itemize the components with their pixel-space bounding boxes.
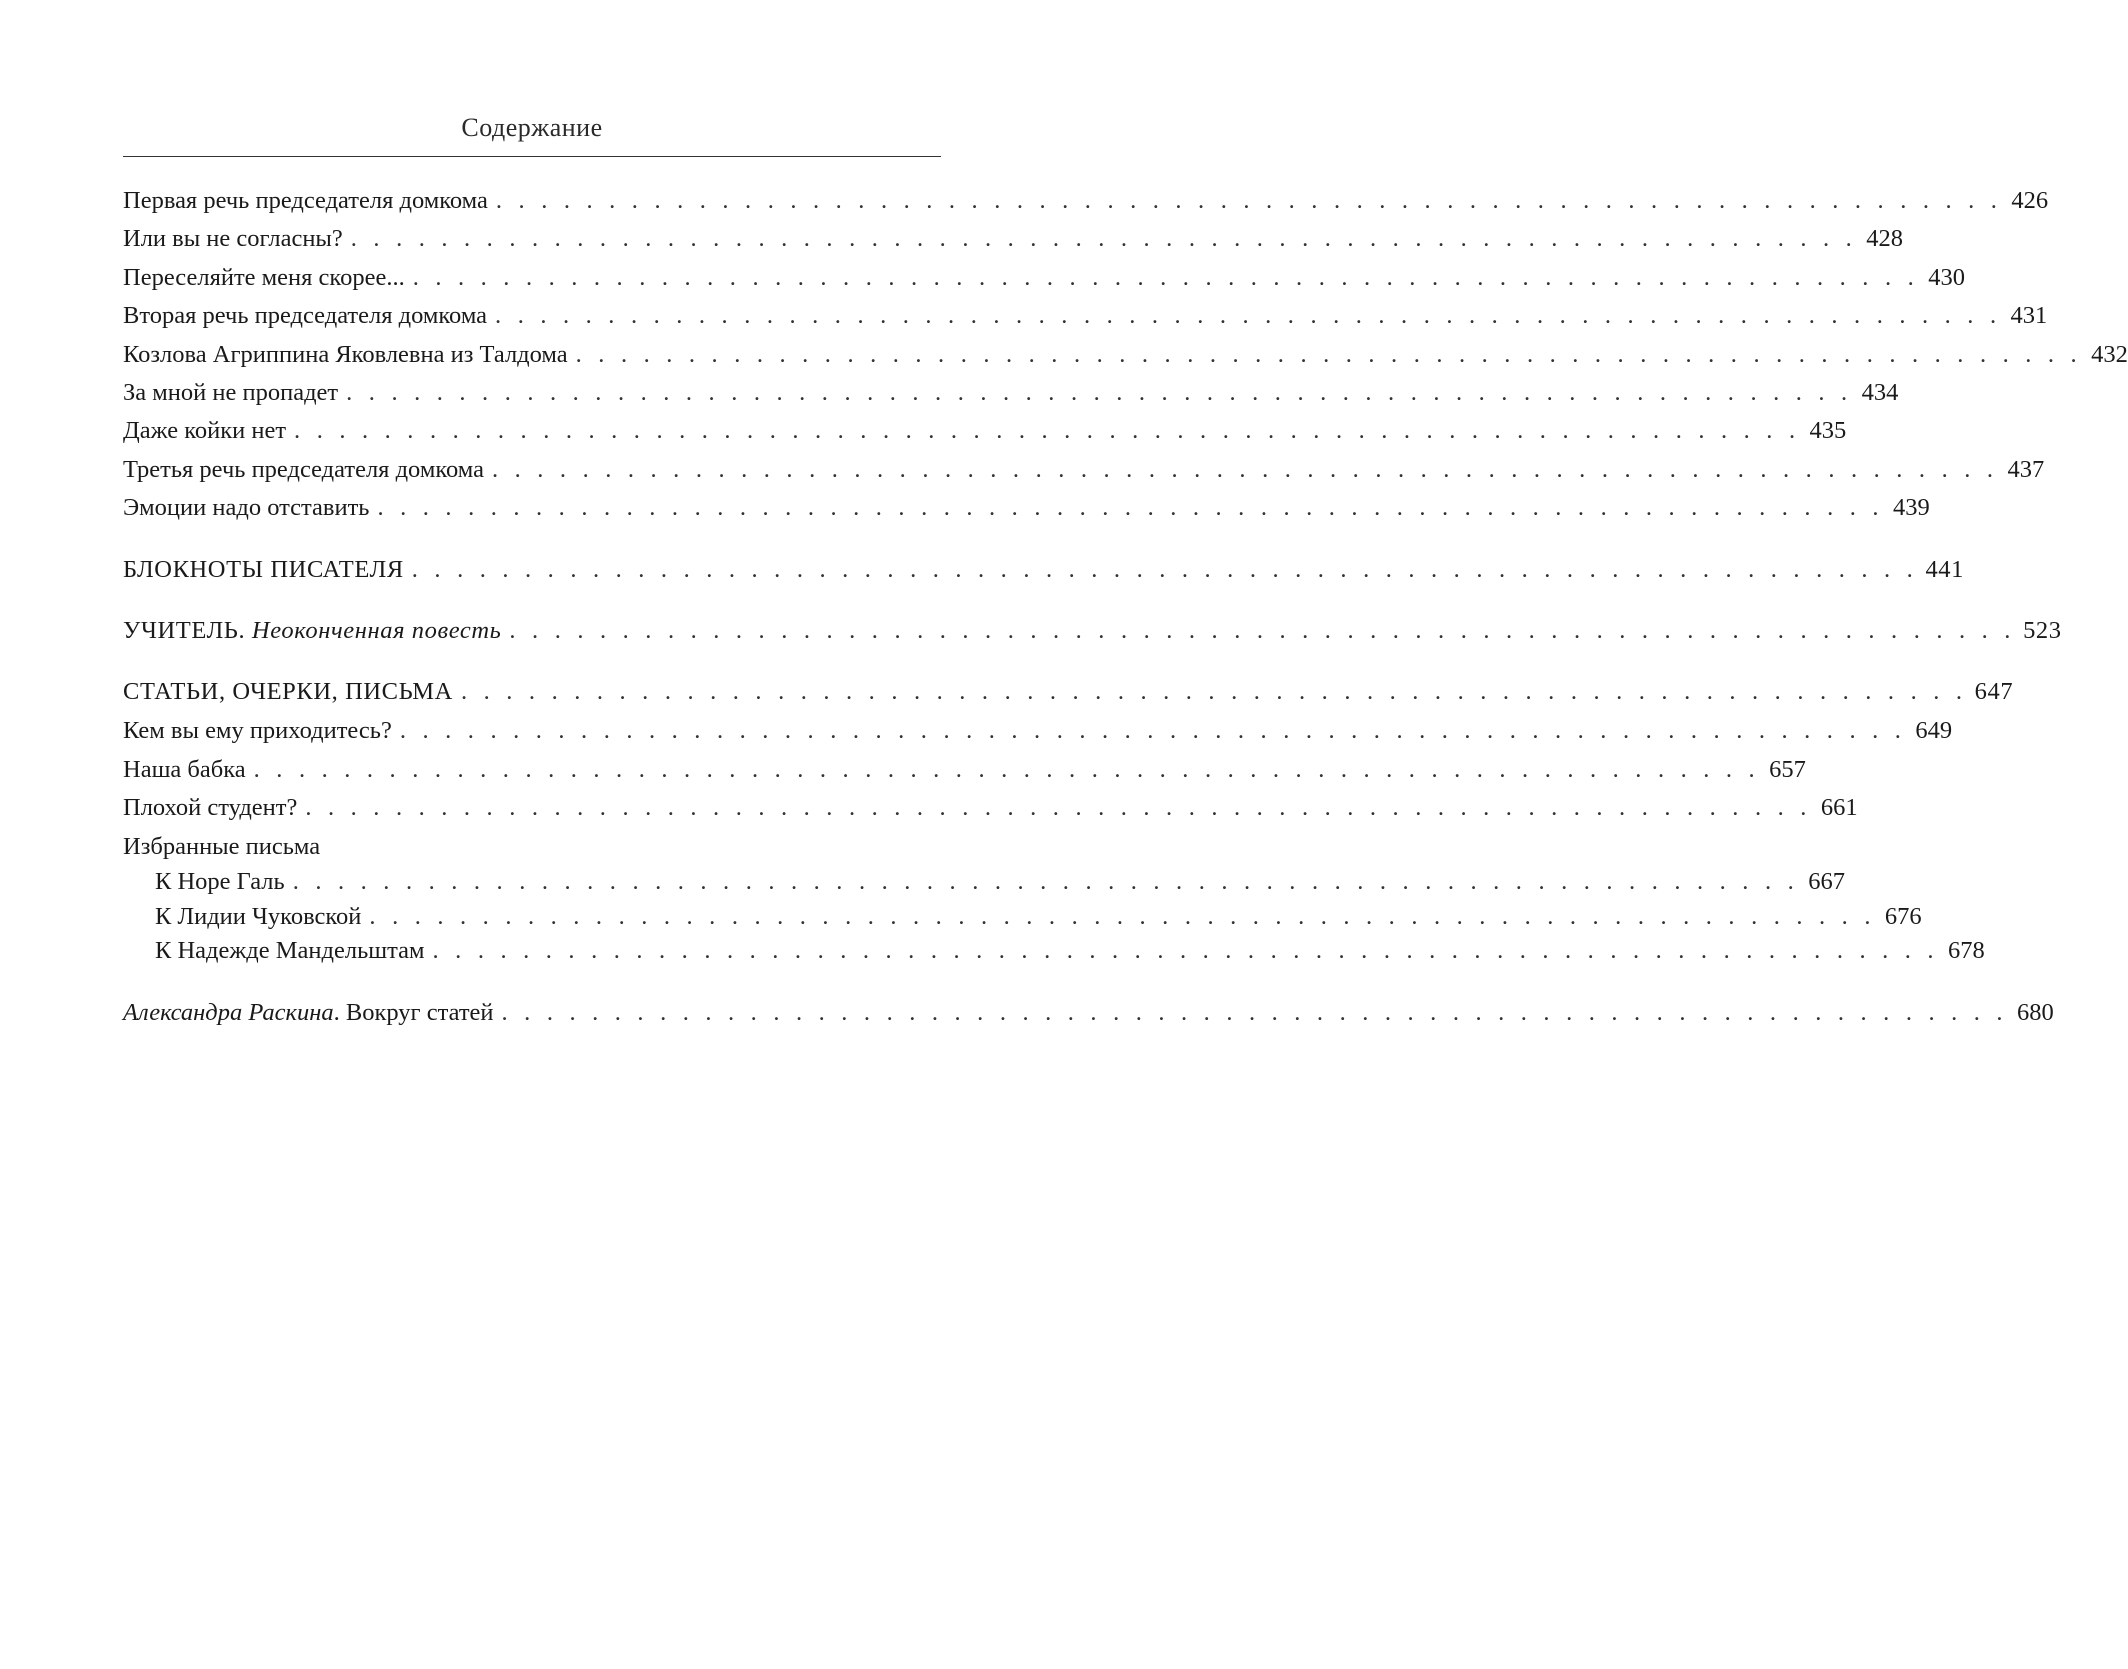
toc-entry-title: Плохой студент? (123, 794, 298, 821)
toc-entry-afterword[interactable] (123, 998, 2054, 1028)
toc-entry-title: Даже койки нет (123, 417, 287, 444)
toc-entry[interactable] (155, 867, 1845, 897)
toc-page-number: 437 (2007, 456, 2045, 483)
toc-entry-title: Козлова Агриппина Яковлевна из Талдома (123, 341, 568, 368)
toc-entry[interactable] (123, 340, 2128, 370)
toc-entry-title-text: . Вокруг статей (333, 999, 494, 1026)
toc-section-articles[interactable] (123, 677, 2014, 707)
toc-entry[interactable] (123, 493, 1930, 523)
leader-dots: . . . . . . . . . . . . . . . . . . . . . . . . . . . . . . . . . . . . . . . . . . . . . . . . . . . . . . . . . . . . . . . . . . . (253, 756, 1760, 783)
leader-dots: . . . . . . . . . . . . . . . . . . . . . . . . . . . . . . . . . . . . . . . . . . . . . . . . . . . . . . . . . . . . . . . . . . . (377, 494, 1884, 521)
toc-section-title: БЛОКНОТЫ ПИСАТЕЛЯ (123, 556, 404, 583)
leader-dots: . . . . . . . . . . . . . . . . . . . . . . . . . . . . . . . . . . . . . . . . . . . . . . . . . . . . . . . . . . . . . . . . . . . (399, 717, 1907, 744)
toc-page-number: 649 (1915, 717, 1953, 744)
toc-entry-title: Кем вы ему приходитесь? (123, 717, 392, 744)
toc-page-number: 432 (2091, 341, 2128, 368)
leader-dots: . . . . . . . . . . . . . . . . . . . . . . . . . . . . . . . . . . . . . . . . . . . . . . . . . . . . . . . . . . . . . . . . . . . (509, 617, 2016, 644)
toc-entry-title: Или вы не согласны? (123, 225, 343, 252)
toc-entry-title: Вторая речь председателя домкома (123, 302, 488, 329)
toc-entry[interactable] (123, 263, 1965, 293)
leader-dots: . . . . . . . . . . . . . . . . . . . . . . . . . . . . . . . . . . . . . . . . . . . . . . . . . . . . . . . . . . . . . . . . . . . (491, 456, 1999, 483)
header-rule (123, 156, 941, 157)
toc-entry[interactable] (123, 793, 1858, 823)
leader-dots: . . . . . . . . . . . . . . . . . . . . . . . . . . . . . . . . . . . . . . . . . . . . . . . . . . . . . . . . . . . . . . . . . . . (305, 794, 1812, 821)
toc-entry[interactable] (155, 902, 1922, 932)
toc-entry-title: Эмоции надо отставить (123, 494, 370, 521)
leader-dots: . . . . . . . . . . . . . . . . . . . . . . . . . . . . . . . . . . . . . . . . . . . . . . . . . . . . . . . . . . . . . . . . . . . (575, 341, 2082, 368)
toc-page-number: 434 (1861, 379, 1899, 406)
toc-entry-title: К Надежде Мандельштам (155, 937, 425, 964)
toc-section-teacher[interactable] (123, 616, 2062, 646)
toc-page-number: 441 (1925, 556, 1964, 583)
toc-subheading-letters[interactable]: Избранные письма (123, 833, 321, 860)
toc-page-number: 439 (1892, 494, 1930, 521)
toc-page-number: 428 (1866, 225, 1904, 252)
toc-page-number: 426 (2011, 187, 2049, 214)
leader-dots: . . . . . . . . . . . . . . . . . . . . . . . . . . . . . . . . . . . . . . . . . . . . . . . . . . . . . . . . . . . . . . . . . . . (460, 678, 1968, 705)
leader-dots: . . . . . . . . . . . . . . . . . . . . . . . . . . . . . . . . . . . . . . . . . . . . . . . . . . . . . . . . . . . . . . . . . . . (495, 187, 2003, 214)
toc-page-number: 680 (2017, 999, 2054, 1026)
toc-section-title-main: УЧИТЕЛЬ. (123, 617, 246, 644)
running-head: Содержание (461, 113, 603, 142)
toc-entry[interactable] (123, 716, 1953, 746)
toc-page-number: 523 (2023, 617, 2062, 644)
toc-entry[interactable] (123, 378, 1899, 408)
toc-entry-title: Первая речь председателя домкома (123, 187, 488, 214)
toc-section-title (123, 616, 501, 646)
toc-entry[interactable] (123, 186, 2049, 216)
leader-dots: . . . . . . . . . . . . . . . . . . . . . . . . . . . . . . . . . . . . . . . . . . . . . . . . . . . . . . . . . . . . . . . . . . . (369, 903, 1876, 930)
toc-page (123, 0, 2128, 1669)
toc-entry-title: К Норе Галь (155, 868, 285, 895)
leader-dots: . . . . . . . . . . . . . . . . . . . . . . . . . . . . . . . . . . . . . . . . . . . . . . . . . . . . . . . . . . . . . . . . . . . (350, 225, 1858, 252)
toc-entry-title: За мной не пропадет (123, 379, 339, 406)
toc-page-number: 430 (1928, 264, 1965, 291)
leader-dots: . . . . . . . . . . . . . . . . . . . . . . . . . . . . . . . . . . . . . . . . . . . . . . . . . . . . . . . . . . . . . . . . . . . (411, 556, 1918, 583)
toc-entry[interactable] (123, 224, 1904, 254)
toc-page-number: 435 (1809, 417, 1847, 444)
toc-entry-author: Александра Раскина (123, 999, 334, 1026)
leader-dots: . . . . . . . . . . . . . . . . . . . . . . . . . . . . . . . . . . . . . . . . . . . . . . . . . . . . . . . . . . . . . . . . . . . (346, 379, 1853, 406)
toc-entry-title: К Лидии Чуковской (155, 903, 362, 930)
leader-dots: . . . . . . . . . . . . . . . . . . . . . . . . . . . . . . . . . . . . . . . . . . . . . . . . . . . . . . . . . . . . . . . . . . . (412, 264, 1919, 291)
toc-page-number: 431 (2010, 302, 2048, 329)
toc-page-number: 678 (1948, 937, 1985, 964)
toc-page-number: 657 (1769, 756, 1806, 783)
toc-entry[interactable] (155, 936, 1985, 966)
toc-section-title: СТАТЬИ, ОЧЕРКИ, ПИСЬМА (123, 678, 453, 705)
leader-dots: . . . . . . . . . . . . . . . . . . . . . . . . . . . . . . . . . . . . . . . . . . . . . . . . . . . . . . . . . . . . . . . . . . . (292, 868, 1799, 895)
toc-entry-title (123, 998, 494, 1028)
toc-page-number: 647 (1974, 678, 2014, 705)
leader-dots: . . . . . . . . . . . . . . . . . . . . . . . . . . . . . . . . . . . . . . . . . . . . . . . . . . . . . . . . . . . . . . . . . . . (495, 302, 2002, 329)
leader-dots: . . . . . . . . . . . . . . . . . . . . . . . . . . . . . . . . . . . . . . . . . . . . . . . . . . . . . . . . . . . . . . . . . . . (501, 999, 2008, 1026)
toc-entry-title: Третья речь председателя домкома (123, 456, 484, 483)
toc-page-number: 661 (1820, 794, 1858, 821)
toc-page-number: 667 (1808, 868, 1845, 895)
leader-dots: . . . . . . . . . . . . . . . . . . . . . . . . . . . . . . . . . . . . . . . . . . . . . . . . . . . . . . . . . . . . . . . . . . . (294, 417, 1801, 444)
toc-section-notebooks[interactable] (123, 555, 1964, 585)
toc-entry[interactable] (123, 416, 1847, 446)
toc-entry[interactable] (123, 301, 2048, 331)
leader-dots: . . . . . . . . . . . . . . . . . . . . . . . . . . . . . . . . . . . . . . . . . . . . . . . . . . . . . . . . . . . . . . . . . . . (432, 937, 1939, 964)
toc-entry[interactable] (123, 755, 1806, 785)
toc-entry[interactable] (123, 455, 2045, 485)
toc-entry-title: Переселяйте меня скорее... (123, 264, 405, 291)
toc-entry-title: Наша бабка (123, 756, 246, 783)
toc-section-subtitle: Неоконченная повесть (251, 617, 502, 644)
toc-page-number: 676 (1884, 903, 1922, 930)
